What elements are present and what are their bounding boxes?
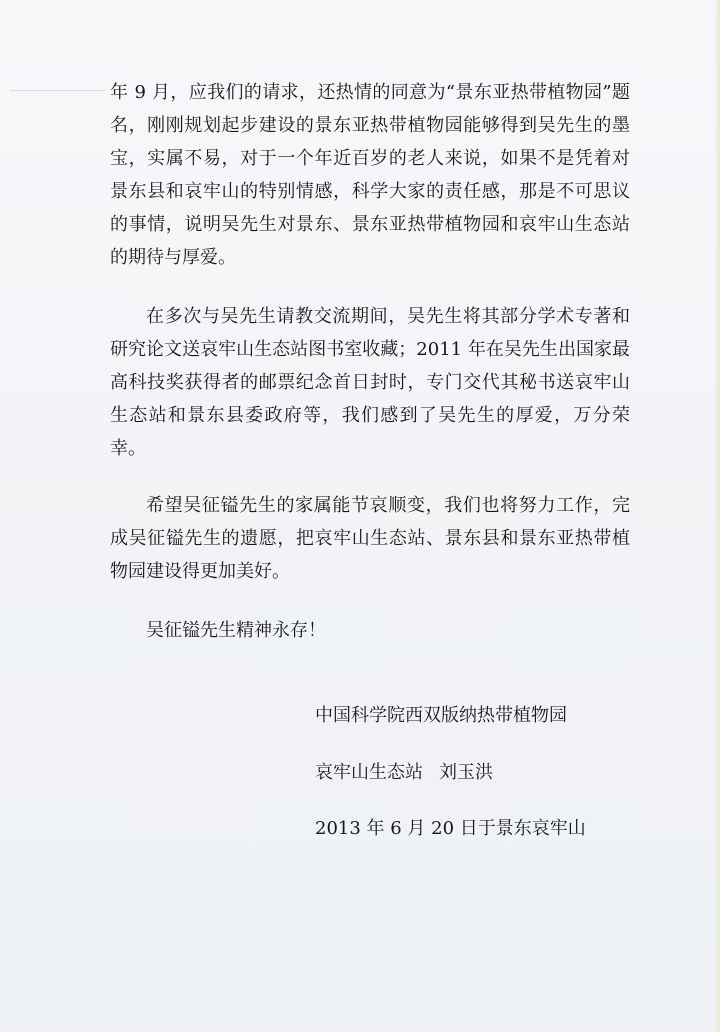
letter-body: [110, 76, 630, 675]
top-rule: [10, 90, 105, 91]
paragraph-3: 希望吴征镒先生的家属能节哀顺变，我们也将努力工作，完成吴征镒先生的遗愿，把哀牢山生态站、景东县和景东亚热带植物园建设得更加美好。: [110, 495, 630, 582]
signature-author: 刘玉洪: [439, 762, 493, 783]
signature-organization: 中国科学院西双版纳热带植物园: [315, 705, 567, 726]
closing-line: 吴征镒先生精神永存！: [146, 620, 326, 641]
scan-edge: [714, 0, 720, 1032]
paragraph-1: 年 9 月，应我们的请求，还热情的同意为“景东亚热带植物园”题名，刚刚规划起步建设的景东亚热带植物园能够得到吴先生的墨宝，实属不易，对于一个年近百岁的老人来说，如果不是凭着对景东县和哀牢山的特别情感，科学大家的责任感，那是不可思议的事情，说明吴先生对景东、景东亚热带植物园和哀牢山生态站的期待与厚爱。: [110, 82, 630, 268]
signature-station: 哀牢山生态站: [315, 762, 423, 783]
signature-station-author: [315, 761, 635, 785]
signature-date-place: 2013 年 6 月 20 日于景东哀牢山: [315, 818, 586, 839]
paragraph-2: 在多次与吴先生请教交流期间，吴先生将其部分学术专著和研究论文送哀牢山生态站图书室收藏；2011 年在吴先生出国家最高科技奖获得者的邮票纪念首日封时，专门交代其秘书送哀牢山生态站和景东县委政府等，我们感到了吴先生的厚爱，万分荣幸。: [110, 306, 630, 459]
